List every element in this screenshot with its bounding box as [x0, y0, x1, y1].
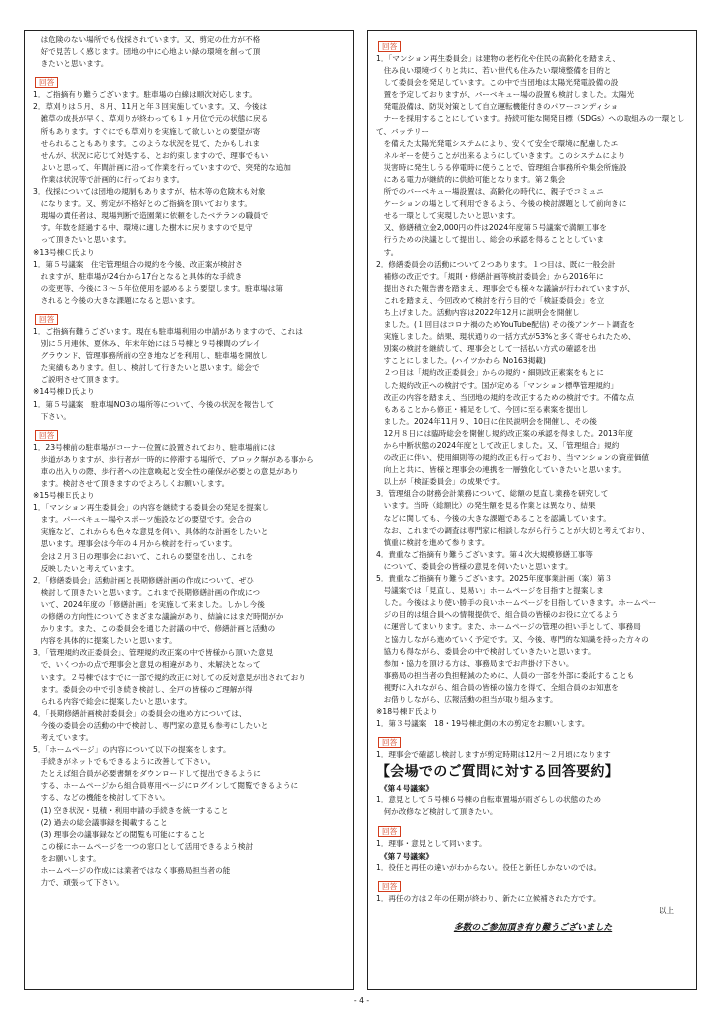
text-block: ※14号棟Ｄ氏より 1．第５号議案 駐車場NO3の場所等について、今後の状況を報告して 下さい。	[33, 387, 275, 421]
text-block: ※15号棟Ｅ氏より 1．「マンション再生委員会」の内容を継続する委員会の発足を提案し ます。パーベキュー場やスポーツ施設などの要望です。会合の 実施など、これからも色々な意見を伺い、具体的な計画をしたいと 思います。理事会は今年の４月から検討を行っています。 会は２月３日の理事会において、これらの要望を出し、これを 反映したいと考えています。 2．「修繕委員会」活動計画と長期修繕計画の作成について、ぜひ 検討して頂きたいと思います。これまで長期修繕計画の作成につ いて、2024年度の「修繕計画」を実施して来ました。しかし今後 の修繕の方向性についてさまざまな議論があり、結論にはまだ時間がか かります。また、この委員会を通じた討議の中で、修繕計画と活動の 内容を具体的に提案したいと思います。 3．「管理規約改正委員会」、管理規約改正案の中で皆様から頂いた意見 で、いくつかの点で理事会と意見の相違があり、未解決となって います。２号棟ではすでに一部で規約改正に対しての反対意見が出されており ます。委員会の中で引き続き検討し、全戸の皆様のご理解が得 られる内容で総会に提案したいと思います。 4．「長期修繕計画検討委員会」の委員会の進め方については、 今後の委員会の活動の中で検討し、専門家の意見も参考にしたいと 考えています。 5．「ホームページ」の内容について以下の提案をします。 手続きがネットでもできるように改善して下さい。 たとえば組合員が必要書類をダウンロードして提出できるように する、ホームページから組合員専用ページにログインして閲覧できるように する、などの機能を検討して下さい。 (1) 空き状況・見積・利用申請の手続きを統一すること (2) 過去の総会議事録を掲載すること (3) 理事会の議事録などの閲覧も可能にすること この様にホームページを一つの窓口として活用できるよう検討 をお願いします。 ホームページの作成には業者ではなく事務局担当者の能 力で、頑張って下さい。	[33, 491, 306, 888]
text-block: 1．再任の方は２年の任期が終わり、新たに立候補された方です。	[376, 893, 601, 903]
answer-label: 回答	[35, 314, 58, 325]
text-block: ※13号棟Ｃ氏より 1．第５号議案 住宅管理組合の規約を今後、改正案が検討さ れますが、駐車場が24台から17台となると具体的な手続き の変更等、今後に３～５年位使用を認めるよう要望します。駐車場は第 されると今後の大きな課題になると思います。	[33, 247, 283, 305]
text-block: 1．ご指摘有り難うございます。駐車場の白線は順次対応します。 2．草刈りは５月、８月、11月と年３回実施しています。又、今後は 雑草の成長が早く、草刈りが終わっても１ヶ月位で元の状態に戻る 所もあります。すぐにでも草刈りを実施して欲しいとの要望が寄 せられることもあります。このような状況を見て、たかもしれま せんが、状況に応じて対処する、とお約束しますので、理事でもい よいと思って、年間計画に沿って作業を行っていますので、突発的な追加 作業は状況等で計画的に行っております。 3．伐採については団地の規制もありますが、枯木等の危険木も対象 になります。又、剪定が不格好とのご指摘を頂いております。 現場の責任者は、現場判断で造園業に依頼をしたベテランの職員で す。年数を経過する中、環境に適した樹木に戻りますので見守 って頂きたいと思います。	[33, 90, 291, 245]
closing-message: 多数のご参加頂き有り難うございました	[453, 922, 613, 933]
end-mark: 以上	[658, 905, 674, 915]
text-block: 1．役任と再任の違いがわからない。役任と新任しかないのでは。	[376, 862, 602, 872]
page-number: - 4 -	[353, 996, 370, 1005]
answer-label: 回答	[378, 41, 401, 52]
text-block: ※18号棟Ｆ氏より 1．第３号議案 18・19号棟北側の木の剪定をお願いします。	[376, 707, 590, 729]
agenda-item-title: 《第４号議案》	[380, 784, 434, 794]
right-column-box	[367, 30, 697, 990]
text-block: 1．23号棟前の駐車場がコーナー位置に設置されており、駐車場前には 歩道がありますが、歩行者が一時的に停滞する場所で、ブロック塀がある事から 車の出入りの際、歩行者への注意喚起と安全性の確保が必要との意見があり ます。検討させて頂きますのでよろしくお願いします。	[33, 442, 314, 488]
answer-label: 回答	[378, 826, 401, 837]
answer-label: 回答	[378, 881, 401, 892]
agenda-item-title: 《第７号議案》	[380, 851, 434, 861]
venue-qa-heading: 【会場でのご質問に対する回答要約】	[376, 764, 620, 781]
answer-label-row	[376, 730, 690, 749]
text-block: 1．理事会で確認し検討しますが剪定時期は12月～２月頃になります	[376, 750, 611, 760]
text-block: 1．ご指摘有難うございます。現在も駐車場利用の申請がありますので、これは 別に５月連休、夏休み、年末年始には５号棟と９号棟間のプレイ グラウンド、管理事務所前の空き地などを利用し、駐車場を開放し た実績もあります。但し、検討して行きたいと思います。総会で ご説明させて頂きます。	[33, 326, 303, 385]
answer-label-row	[376, 819, 690, 838]
text-block: は危険のない場所でも伐採されています。又、剪定の仕方が不格 好で見苦しく感じます。団地の中に心地よい緑の環境を創って頂 きたいと思います。	[40, 35, 261, 69]
text-block: 2．修繕委員会の活動について２つあります。１つ目は、既に一般会計 補修の改正です。「規則・修繕計画等検討委員会」から2016年に 提出された報告書を踏まえ、理事会でも様々な議論が行われていますが、 これを踏まえ、今回改めて検討を行う目的で「検証委員会」を立 ち上げました。活動内容は2022年12月に説明会を開催し ました。(１回目はコロナ禍のためYouTube配信) その後アンケート調査を 実施しました。結果、現状通りの一括方式が53%と多く寄せられたため、 別案の検討を継続して、理事会として一括払い方式の確認を出 すことにしました。(ハイツかわら No163掲載) ２つ目は「規約改正委員会」からの規約・細則改正素案をもとに した規約改正への検討です。国が定める「マンション標準管理規約」 改正の内容を踏まえ、当団地の規約を改正するための検討です。不備な点 もあることから修正・補足をして、今回に至る素案を提出し ました。2024年11月９、10日に住民説明会を開催し、その後 12月８日には臨時総会を開催し規約改正案の承認を得ました。2013年度 から中断状態の2024年度として改正しました。又、「管理組合」規約 の改正に伴い、使用細則等の規約改正も行っており、当マンションの資産価値 向上と共に、皆様と理事会の連携を一層強化していきたいと思います。 以上が「検証委員会」の成果です。 3．管理組合の財務会計業務について、総額の見直し業務を研究して います。当時（総額比）の発生額を見る作業とは異なり、結果 などに関しても、今後の大きな課題であることを認識しています。 なお、これまでの調査は専門家に相談しながら行うことが大切と考えており、 慎重に検討を進めて参ります。 4．貴重なご指摘有り難うございます。第４次大規模修繕工事等 について、委員会の皆様の意見を伺いたいと思います。 5．貴重なご指摘有り難うございます。2025年度事業計画（案）第３ 号議案では「見直し、見易い」ホームページを目指すと提案しま した。今後はより使い勝手の良いホームページを目指していきます。ホームペー ジの目的は組合員への情報提供で、組合員の皆様のお役に立てるよう に運営してまいります。また、ホームページの管理の担い手として、事務局 と協力しながら進めていく予定です。又、今後、専門的な知識を持った方々の 協力も得ながら、委員会の中で検討していきたいと思います。 参加・協力を頂ける方は、事務局までお声掛け下さい。 事務局の担当者の負担軽減のために、人員の一部を外部に委託することも 視野に入れながら、組合員の皆様の協力を得て、全組合員のお知恵を お借りしながら、広報活動の担当が取り組みます。	[376, 259, 657, 704]
answer-label-row	[33, 307, 347, 326]
answer-label: 回答	[35, 430, 58, 441]
answer-label-row	[376, 34, 690, 53]
left-column-box	[24, 30, 354, 990]
answer-label-row	[33, 70, 347, 89]
answer-label-row	[376, 874, 690, 893]
answer-label-row	[33, 423, 347, 442]
answer-label: 回答	[378, 737, 401, 748]
text-block: 1．「マンション再生委員会」は建物の老朽化や住民の高齢化を踏まえ、 住み良い環境づくりと共に、若い世代も住みたい環境整備を目的と して委員会を発足しています。この中で当団地は太陽光発電設備の設 置を予定しておりますが、バーベキュー場の設置も検討しました。太陽光 発電設備は、防災対策として自立運転機能付きのパワーコンディショ ナーを採用することにしています。持続可能な開発目標（SDGs）への取組みの一環として、バッテリー を備えた太陽光発電システムにより、安くて安全で環境に配慮したエ ネルギーを使うことが出来るようにしていきます。このシステムにより 災害時に発生しうる停電時に使うことで、管理組合事務所や集会所施設 にある電力が継続的に供給可能となります。第２集会 所でのバーベキュー場設置は、高齢化の時代に、親子でコミュニ ケーションの場として利用できるよう、今後の検討課題として前向きに せる一環として実現したいと思います。 又、修繕積立金2,000円の件は2024年度第５号議案で満額工事を 行うための決議として提出し、総会の承認を得ることとしていま す。	[376, 54, 685, 257]
answer-label: 回答	[35, 77, 58, 88]
text-block: 1．理事・意見として同います。	[376, 838, 487, 848]
text-block: 1．意見として５号棟６号棟の自転車置場が雨ざらしの状態のため 何か改修など検討して頂きたい。	[376, 795, 602, 817]
